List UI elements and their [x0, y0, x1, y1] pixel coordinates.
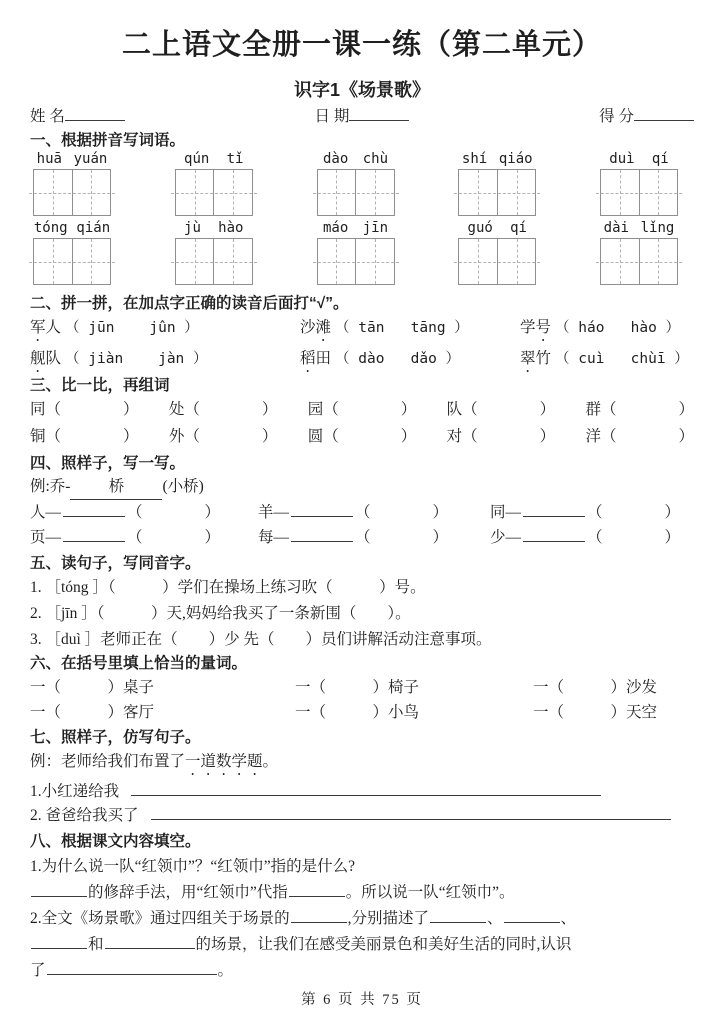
score-label: 得 分	[599, 108, 634, 125]
pinyin-group: tóng qián	[33, 220, 111, 285]
char-change-row	[30, 500, 694, 525]
writing-grid-box	[317, 238, 395, 285]
blank-underline	[523, 501, 585, 517]
pronunciation-row	[30, 314, 694, 345]
writing-grid-box	[600, 169, 678, 216]
word-building-item: 队（ ）	[446, 401, 556, 418]
dotted-char: 翠	[520, 350, 536, 367]
pinyin-group: shí qiáo	[458, 151, 536, 216]
measure-word-row	[30, 675, 694, 700]
score-blank	[634, 105, 694, 121]
blank-underline	[430, 907, 486, 923]
char-change-item: 同— （ ）	[490, 500, 680, 525]
measure-word-item: 一（ ）桌子	[30, 679, 155, 696]
measure-word-row	[30, 700, 694, 725]
pinyin-row-2	[30, 220, 694, 285]
blank-underline	[47, 959, 217, 975]
writing-grid-box	[175, 169, 253, 216]
blank-underline	[131, 780, 601, 796]
writing-grid-box	[33, 238, 111, 285]
writing-grid-box	[458, 238, 536, 285]
section4-heading: 四、照样子，写一写。	[30, 455, 186, 472]
pinyin-options: （ jiàn jàn ）	[65, 351, 208, 367]
dotted-char: 军	[30, 319, 46, 336]
section8-heading: 八、根据课文内容填空。	[30, 833, 201, 850]
name-field	[30, 104, 125, 126]
blank-underline	[291, 526, 353, 542]
section7-heading: 七、照样子，仿写句子。	[30, 729, 201, 746]
section8-body	[30, 854, 694, 984]
pinyin-group: máo jīn	[317, 220, 395, 285]
dotted-char: 滩	[315, 319, 332, 336]
measure-word-item: 一（ ）天空	[533, 704, 658, 721]
section3-heading: 三、比一比，再组词	[30, 377, 170, 394]
section6-body	[30, 675, 694, 725]
section4-example: 例:乔- 桥 (小桥)	[30, 475, 694, 500]
blank-underline	[151, 804, 671, 820]
blank-underline	[523, 526, 585, 542]
word-building-row	[30, 396, 694, 423]
measure-word-item: 一（ ）小鸟	[295, 704, 420, 721]
example-answer: 桥	[70, 475, 162, 500]
page-title: 二上语文全册一课一练（第二单元）	[121, 29, 602, 61]
pinyin-group: dài lǐng	[600, 220, 678, 285]
pronunciation-item: 翠竹 （ cuì chùī ）	[520, 350, 689, 367]
section2-heading: 二、拼一拼，在加点字正确的读音后面打“√”。	[30, 295, 349, 312]
measure-word-item: 一（ ）沙发	[533, 679, 658, 696]
dotted-char: 稻	[300, 350, 316, 367]
fill-line: 1.为什么说一队“红领巾”？“红领巾”指的是什么?	[30, 858, 356, 875]
blank-underline	[63, 501, 125, 517]
date-blank	[349, 105, 409, 121]
char-change-item: 羊— （ ）	[258, 500, 490, 525]
word-building-item: 对（ ）	[446, 428, 556, 445]
pinyin-group: jù hào	[175, 220, 253, 285]
section1-heading: 一、根据拼音写词语。	[30, 132, 186, 149]
sentence-item-2: 2. 爸爸给我买了	[30, 803, 694, 825]
name-blank	[65, 105, 125, 121]
char-change-row	[30, 525, 694, 550]
word-building-item: 外（ ）	[168, 428, 278, 445]
homophone-line: 3. ［duì ］老师正在（ ）少 先（ ）员们讲解活动注意事项。	[30, 631, 492, 648]
pinyin-group: duì qí	[600, 151, 678, 216]
writing-grid-box	[317, 169, 395, 216]
writing-grid-box	[458, 169, 536, 216]
word-building-item: 铜（ ）	[30, 428, 139, 445]
pinyin-group: dào chù	[317, 151, 395, 216]
section3-body	[30, 396, 694, 450]
section2-body	[30, 314, 694, 376]
word-building-item: 圆（ ）	[307, 428, 417, 445]
blank-underline	[291, 907, 347, 923]
writing-grid-box	[175, 238, 253, 285]
measure-word-item: 一（ ）椅子	[295, 679, 420, 696]
blank-underline	[31, 881, 87, 897]
pinyin-options: （ tān tāng ）	[335, 320, 469, 336]
fill-line: 了 。	[30, 958, 694, 984]
dotted-char: 舰	[30, 350, 46, 367]
measure-word-item: 一（ ）客厅	[30, 704, 155, 721]
blank-underline	[504, 907, 560, 923]
pinyin-options: （ dào dǎo ）	[335, 351, 461, 367]
blank-underline	[289, 881, 345, 897]
pinyin-options: （ cuì chùī ）	[555, 351, 689, 367]
homophone-line: 1. ［tóng ］（ ）学们在操场上练习吹（ ）号。	[30, 579, 426, 596]
fill-line: 的修辞手法，用“红领巾”代指 。所以说一队“红领巾”。	[30, 880, 694, 906]
pronunciation-row	[30, 345, 694, 376]
blank-underline	[291, 501, 353, 517]
word-building-row	[30, 423, 694, 450]
char-change-item: 每— （ ）	[258, 525, 490, 550]
word-building-item: 群（ ）	[585, 401, 694, 418]
name-label: 姓 名	[30, 108, 65, 125]
char-change-item: 页— （ ）	[30, 525, 258, 550]
section7-example: 例：老师给我们布置了一道数学题。	[30, 753, 279, 770]
pronunciation-item: 稻田 （ dào dǎo ）	[300, 350, 461, 367]
pinyin-options: （ jūn jûn ）	[65, 320, 199, 336]
word-building-item: 处（ ）	[168, 401, 278, 418]
blank-underline	[31, 933, 87, 949]
pinyin-options: （ háo hào ）	[555, 320, 681, 336]
pinyin-group: guó qí	[458, 220, 536, 285]
pronunciation-item: 学号 （ háo hào ）	[520, 319, 681, 336]
word-building-item: 同（ ）	[30, 401, 139, 418]
date-label: 日 期	[314, 108, 350, 125]
pronunciation-item: 沙滩 （ tān tāng ）	[300, 319, 469, 336]
date-field	[315, 104, 410, 126]
pronunciation-item: 舰队 （ jiàn jàn ）	[30, 350, 208, 367]
writing-grid-box	[600, 238, 678, 285]
dotted-char: 号	[535, 319, 552, 336]
homophone-line: 2. ［jīn ］（ ）天,妈妈给我买了一条新围（ ）。	[30, 605, 411, 622]
fill-line: 和 的场景，让我们在感受美丽景色和美好生活的同时,认识	[30, 932, 694, 958]
section4-body	[30, 500, 694, 550]
pinyin-row-1	[30, 151, 694, 216]
blank-underline	[105, 933, 195, 949]
dotted-phrase: 一道数学题	[185, 753, 263, 770]
page-number: 第 6 页 共 75 页	[301, 992, 423, 1008]
page-subtitle: 识字1《场景歌》	[293, 80, 430, 100]
pinyin-group: qún tǐ	[175, 151, 253, 216]
char-change-item: 少— （ ）	[490, 525, 680, 550]
score-field	[599, 104, 694, 126]
pinyin-group: huā yuán	[33, 151, 111, 216]
word-building-item: 洋（ ）	[585, 428, 694, 445]
word-building-item: 园（ ）	[307, 401, 417, 418]
pronunciation-item: 军人 （ jūn jûn ）	[30, 319, 199, 336]
writing-grid-box	[33, 169, 111, 216]
meta-row	[30, 104, 694, 126]
sentence-item-1: 1.小红递给我	[30, 779, 694, 801]
fill-line: 2.全文《场景歌》通过四组关于场景的 ,分别描述了 、 、	[30, 906, 694, 932]
section6-heading: 六、在括号里填上恰当的量词。	[30, 655, 248, 672]
blank-underline	[63, 526, 125, 542]
section5-heading: 五、读句子，写同音字。	[30, 555, 201, 572]
section5-body	[30, 575, 694, 653]
char-change-item: 人— （ ）	[30, 500, 258, 525]
